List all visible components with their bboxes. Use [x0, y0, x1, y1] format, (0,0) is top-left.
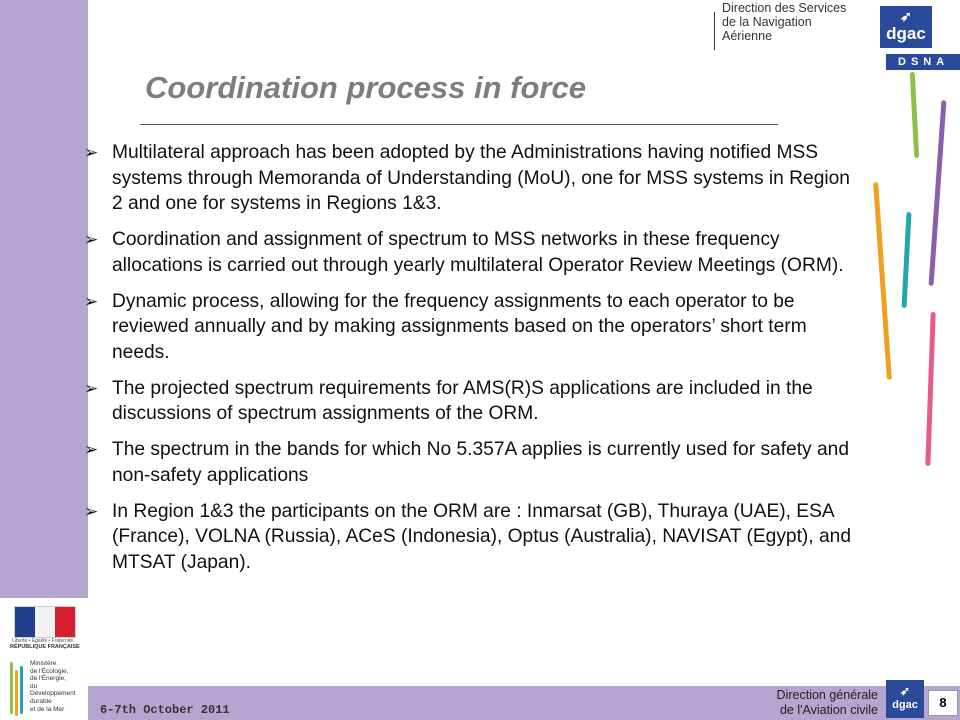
bullet-item	[84, 289, 854, 366]
deco-stroke-teal	[901, 212, 911, 308]
header-organization: Direction des Services de la Navigation Aérienne	[722, 1, 847, 43]
dgac-logo-text: dgac	[886, 24, 926, 43]
bullet-list	[84, 140, 854, 586]
footer-dgac-logo	[886, 680, 924, 718]
left-decorative-band	[0, 0, 88, 598]
republic-label: RÉPUBLIQUE FRANÇAISE	[10, 644, 80, 650]
slide-title: Coordination process in force	[145, 70, 586, 105]
bullet-item	[84, 437, 854, 488]
deco-stroke-purple	[929, 100, 947, 286]
bird-icon: ➶	[900, 8, 912, 24]
arrow-bullet-icon: ➢	[84, 378, 99, 398]
bullet-text: Multilateral approach has been adopted by the Administrations having notified MSS systems through Memoranda of Understanding (MoU), one for MSS systems in Region 2 and one for systems in Regions 1&3.	[112, 142, 850, 214]
header-divider	[714, 12, 715, 50]
ministry-logo	[4, 604, 84, 720]
deco-stroke-orange	[873, 182, 892, 380]
arrow-bullet-icon: ➢	[84, 143, 99, 162]
deco-stroke-pink	[925, 312, 935, 466]
bullet-text: The spectrum in the bands for which No 5.357A applies is currently used for safety and non-safety applications	[112, 439, 849, 486]
bullet-item	[84, 376, 854, 427]
bullet-item	[84, 140, 854, 217]
bullet-text: Coordination and assignment of spectrum to MSS networks in these frequency allocations is carried out through yearly multilateral Operator Review Meetings (ORM).	[112, 229, 844, 276]
bullet-item	[84, 227, 854, 278]
ministry-stroke-green	[10, 662, 13, 714]
bullet-item	[84, 499, 854, 576]
republic-flag-icon	[14, 606, 76, 638]
ministry-name: Ministère de l'Écologie, de l'Énergie, du Développement durable et de la Mer	[30, 660, 76, 713]
page-number: 8	[928, 690, 958, 716]
ministry-stroke-orange	[15, 670, 18, 716]
footer-organization: Direction générale de l'Aviation civile	[776, 688, 878, 717]
bullet-text: Dynamic process, allowing for the frequency assignments to each operator to be reviewed annually and by making assignments based on the operators’ short term needs.	[112, 290, 807, 363]
arrow-bullet-icon: ➢	[84, 440, 99, 459]
footer-date: 6-7th October 2011	[100, 703, 230, 717]
footer-bird-icon: ➶	[899, 684, 911, 698]
bullet-text: The projected spectrum requirements for AMS(R)S applications are included in the discussions of spectrum assignments of the ORM.	[112, 377, 813, 424]
dgac-logo	[880, 6, 932, 48]
title-divider	[140, 124, 778, 125]
republic-motto: Liberté • Égalité • Fraternité	[12, 638, 74, 644]
footer-logo-text: dgac	[892, 699, 918, 711]
deco-stroke-green	[910, 72, 919, 158]
arrow-bullet-icon: ➢	[84, 230, 99, 249]
ministry-stroke-teal	[20, 666, 23, 714]
arrow-bullet-icon: ➢	[84, 501, 99, 521]
arrow-bullet-icon: ➢	[84, 291, 99, 311]
bullet-text: In Region 1&3 the participants on the ORM are : Inmarsat (GB), Thuraya (UAE), ESA (France), VOLNA (Russia), ACeS (Indonesia), Optus (Australia), NAVISAT (Egypt), and MTSAT (Japan).	[112, 500, 851, 573]
dsna-label: DSNA	[886, 54, 960, 70]
